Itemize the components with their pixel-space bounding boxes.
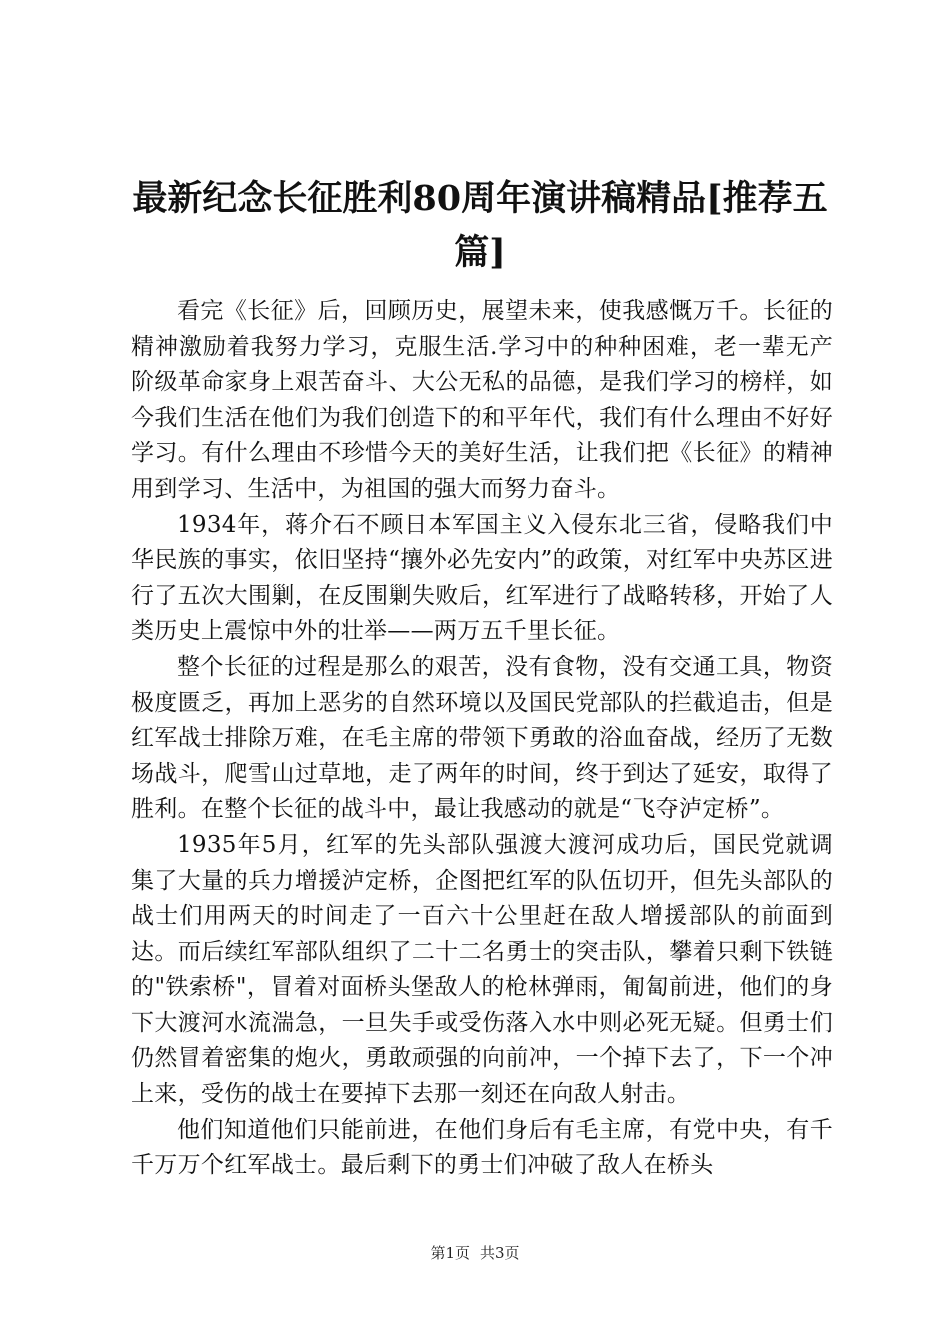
- page-total: 共3页: [480, 1244, 520, 1262]
- page-number: 第1页: [430, 1244, 470, 1262]
- paragraph-2: 1934年，蒋介石不顾日本军国主义入侵东北三省，侵略我们中华民族的事实，依旧坚持“攘外必先安内”的政策，对红军中央苏区进行了五次大围剿，在反围剿失败后，红军进行了战略转移，开始了人类历史上震惊中外的壮举——两万五千里长征。: [131, 511, 833, 645]
- paragraph-4: 1935年5月，红军的先头部队强渡大渡河成功后，国民党就调集了大量的兵力增援泸定桥，企图把红军的队伍切开，但先头部队的战士们用两天的时间走了一百六十公里赶在敌人增援部队的前面到达。而后续红军部队组织了二十二名勇士的突击队，攀着只剩下铁链的"铁索桥"，冒着对面桥头堡敌人的枪林弹雨，匍匐前进，他们的身下大渡河水流湍急，一旦失手或受伤落入水中则必死无疑。但勇士们仍然冒着密集的炮火，勇敢顽强的向前冲，一个掉下去了，下一个冲上来，受伤的战士在要掉下去那一刻还在向敌人射击。: [131, 831, 833, 1108]
- document-body: [131, 294, 833, 1184]
- paragraph-5: 他们知道他们只能前进，在他们身后有毛主席，有党中央，有千千万万个红军战士。最后剩下的勇士们冲破了敌人在桥头: [131, 1116, 833, 1179]
- document-title: 最新纪念长征胜利80周年演讲稿精品[推荐五篇]: [132, 178, 828, 273]
- paragraph-3: 整个长征的过程是那么的艰苦，没有食物，没有交通工具，物资极度匮乏，再加上恶劣的自然环境以及国民党部队的拦截追击，但是红军战士排除万难，在毛主席的带领下勇敢的浴血奋战，经历了无数场战斗，爬雪山过草地，走了两年的时间，终于到达了延安，取得了胜利。在整个长征的战斗中，最让我感动的就是“飞夺泸定桥”。: [131, 653, 833, 823]
- paragraph-1: 看完《长征》后，回顾历史，展望未来，使我感慨万千。长征的精神激励着我努力学习，克服生活.学习中的种种困难，老一辈无产阶级革命家身上艰苦奋斗、大公无私的品德，是我们学习的榜样，如今我们生活在他们为我们创造下的和平年代，我们有什么理由不好好学习。有什么理由不珍惜今天的美好生活，让我们把《长征》的精神用到学习、生活中，为祖国的强大而努力奋斗。: [131, 298, 833, 502]
- page-footer: [0, 1243, 950, 1263]
